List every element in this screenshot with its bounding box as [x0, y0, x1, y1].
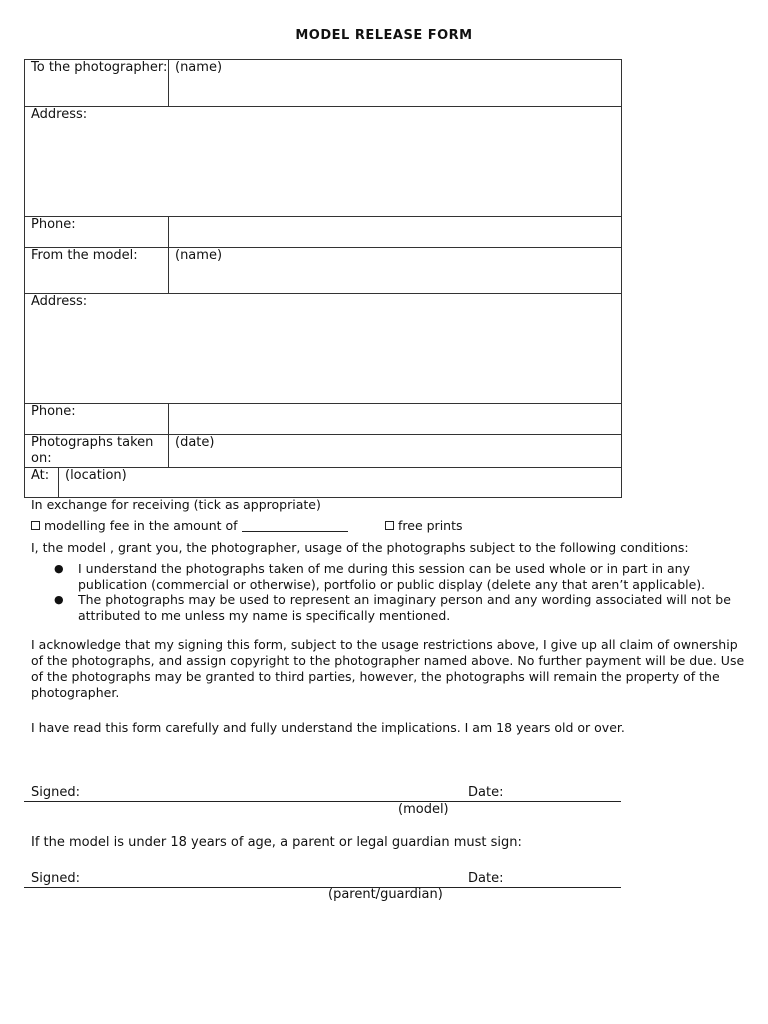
- date-hint: (date): [175, 435, 215, 450]
- date-label: Date:: [468, 871, 504, 886]
- read-text: I have read this form carefully and fully understand the implications. I am 18 years old or over.: [31, 720, 625, 735]
- fee-option[interactable]: [31, 518, 348, 534]
- guardian-role-label: (parent/guardian): [328, 887, 443, 902]
- phone-label: Phone:: [25, 404, 169, 435]
- checkbox-icon[interactable]: [31, 521, 40, 530]
- grant-text: I, the model , grant you, the photographer, usage of the photographs subject to the following conditions:: [31, 540, 689, 555]
- condition-text: I understand the photographs taken of me during this session can be used whole or in part in any publication (commercial or otherwise), portfolio or public display (delete any that aren’t applicable).: [78, 561, 706, 592]
- list-item: [54, 592, 748, 623]
- model-role-label: (model): [398, 802, 449, 817]
- signed-label: Signed:: [31, 871, 80, 886]
- signed-label: Signed:: [31, 785, 80, 800]
- guardian-signature-line[interactable]: [24, 887, 621, 888]
- address-label: Address:: [31, 107, 88, 122]
- at-label: At:: [25, 468, 59, 498]
- location-hint: (location): [65, 468, 127, 483]
- checkbox-icon[interactable]: [385, 521, 394, 530]
- photographer-address-field[interactable]: [25, 107, 622, 217]
- bullet-icon: ●: [54, 593, 64, 606]
- name-hint: (name): [175, 248, 223, 263]
- model-address-field[interactable]: [25, 294, 622, 404]
- guardian-notice: If the model is under 18 years of age, a parent or legal guardian must sign:: [31, 835, 522, 850]
- details-table: [24, 59, 622, 498]
- location-field[interactable]: [59, 468, 622, 498]
- fee-amount-line[interactable]: [242, 520, 348, 532]
- conditions-list: [54, 561, 748, 623]
- acknowledge-text: I acknowledge that my signing this form, subject to the usage restrictions above, I give up all claim of ownership of the photographs, and assign copyright to the photographer named above. No further payment will be due. Use of the photographs may be granted to third parties, however, the photographs will remain the property of the photographer.: [31, 637, 745, 700]
- prints-option[interactable]: [385, 518, 463, 534]
- prints-option-label: free prints: [398, 518, 463, 533]
- name-hint: (name): [175, 60, 223, 75]
- photos-taken-label: Photographs taken on:: [25, 435, 169, 468]
- model-phone-field[interactable]: [169, 404, 622, 435]
- phone-label: Phone:: [25, 217, 169, 248]
- from-model-label: From the model:: [25, 248, 169, 294]
- fee-option-label: modelling fee in the amount of: [44, 518, 238, 533]
- photographer-phone-field[interactable]: [169, 217, 622, 248]
- exchange-intro: In exchange for receiving (tick as appropriate): [31, 497, 321, 512]
- model-name-field[interactable]: [169, 248, 622, 294]
- address-label: Address:: [31, 294, 88, 309]
- photographer-name-field[interactable]: [169, 60, 622, 107]
- condition-text: The photographs may be used to represent an imaginary person and any wording associated will not be attributed to me unless my name is specifically mentioned.: [78, 592, 731, 623]
- bullet-icon: ●: [54, 562, 64, 575]
- list-item: [54, 561, 748, 592]
- date-label: Date:: [468, 785, 504, 800]
- to-photographer-label: To the photographer:: [25, 60, 169, 107]
- model-signature-line[interactable]: [24, 801, 621, 802]
- form-title: MODEL RELEASE FORM: [295, 28, 473, 43]
- session-date-field[interactable]: [169, 435, 622, 468]
